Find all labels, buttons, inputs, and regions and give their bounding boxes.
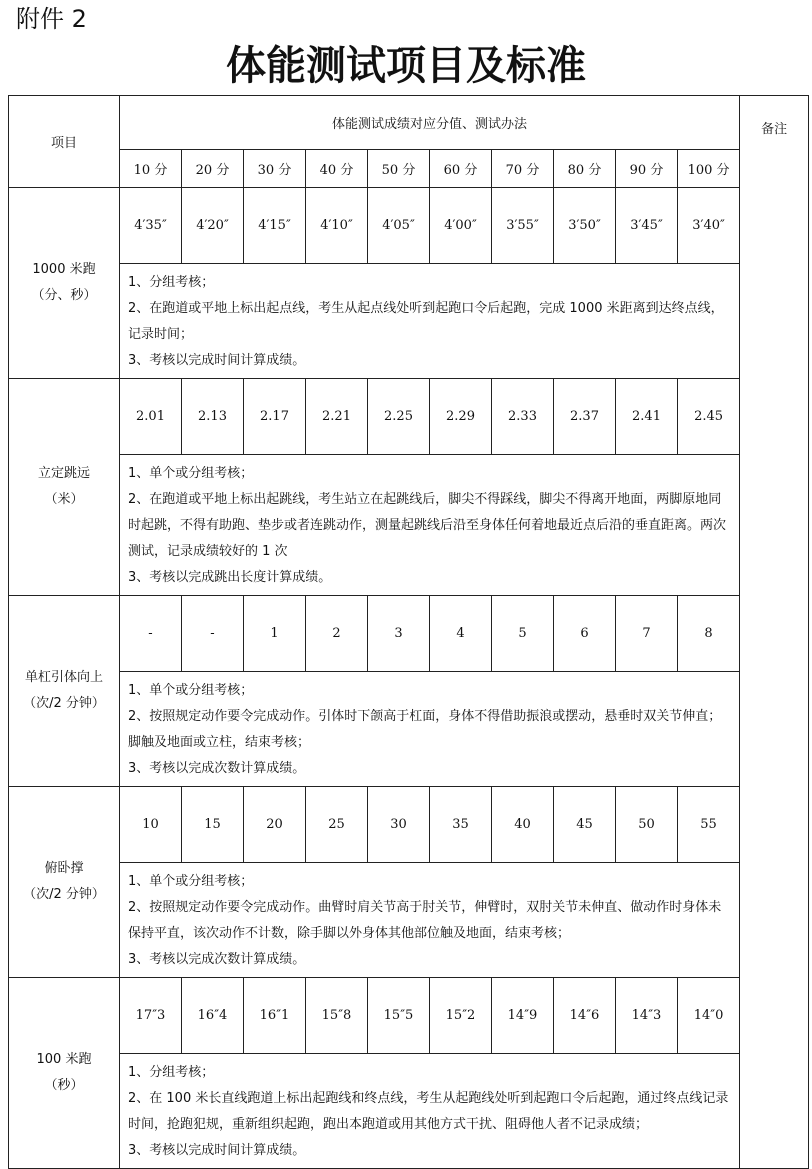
score-value: 30 bbox=[368, 787, 430, 863]
score-value: 25 bbox=[306, 787, 368, 863]
test-method bbox=[120, 455, 740, 596]
item-column-header: 项目 bbox=[9, 96, 120, 188]
method-line: 2、在 100 米长直线跑道上标出起跑线和终点线，考生从起跑线处听到起跑口令后起跑，通过终点线记录时间，抢跑犯规，重新组织起跑，跑出本跑道或用其他方式干扰、阻碍他人者不记录成绩； bbox=[128, 1091, 729, 1132]
score-value: 2.37 bbox=[554, 379, 616, 455]
score-level: 50 分 bbox=[368, 150, 430, 188]
score-value: 15″8 bbox=[306, 978, 368, 1054]
method-line: 3、考核以完成次数计算成绩。 bbox=[128, 761, 306, 776]
score-value: 4 bbox=[430, 596, 492, 672]
score-section-header: 体能测试成绩对应分值、测试办法 bbox=[120, 96, 740, 150]
score-level: 90 分 bbox=[616, 150, 678, 188]
score-level: 10 分 bbox=[120, 150, 182, 188]
score-value: 17″3 bbox=[120, 978, 182, 1054]
method-line: 1、单个或分组考核； bbox=[128, 683, 254, 698]
method-line: 1、单个或分组考核； bbox=[128, 466, 254, 481]
score-value: 6 bbox=[554, 596, 616, 672]
score-value: 15 bbox=[182, 787, 244, 863]
score-value: 4′15″ bbox=[244, 188, 306, 264]
score-value: 3 bbox=[368, 596, 430, 672]
item-unit: （分、秒） bbox=[31, 288, 97, 303]
score-value: 4′20″ bbox=[182, 188, 244, 264]
score-value: 7 bbox=[616, 596, 678, 672]
page-title: 体能测试项目及标准 bbox=[226, 43, 586, 89]
score-value: 8 bbox=[678, 596, 740, 672]
score-level: 70 分 bbox=[492, 150, 554, 188]
score-value: 2.25 bbox=[368, 379, 430, 455]
item-name: 俯卧撑 bbox=[44, 861, 84, 876]
score-value: 55 bbox=[678, 787, 740, 863]
method-line: 3、考核以完成跳出长度计算成绩。 bbox=[128, 570, 332, 585]
score-level: 60 分 bbox=[430, 150, 492, 188]
score-value: 15″2 bbox=[430, 978, 492, 1054]
method-line: 1、分组考核； bbox=[128, 1065, 215, 1080]
method-line: 1、单个或分组考核； bbox=[128, 874, 254, 889]
item-unit: （秒） bbox=[44, 1078, 84, 1093]
score-value: 2.45 bbox=[678, 379, 740, 455]
score-value: - bbox=[120, 596, 182, 672]
method-line: 2、按照规定动作要令完成动作。曲臂时肩关节高于肘关节，伸臂时，双肘关节未伸直、做动作时身体未保持平直，该次动作不计数，除手脚以外身体其他部位触及地面，结束考核； bbox=[128, 900, 722, 941]
item-name-cell bbox=[9, 596, 120, 787]
item-unit: （次/2 分钟） bbox=[23, 696, 105, 711]
score-value: 2.13 bbox=[182, 379, 244, 455]
score-value: 4′35″ bbox=[120, 188, 182, 264]
method-line: 2、在跑道或平地上标出起跳线，考生站立在起跳线后，脚尖不得踩线，脚尖不得离开地面，两脚原地同时起跳，不得有助跑、垫步或者连跳动作，测量起跳线后沿至身体任何着地最近点后沿的垂直距离。两次测试，记录成绩较好的 1 次 bbox=[128, 492, 727, 559]
score-level: 80 分 bbox=[554, 150, 616, 188]
score-value: 4′00″ bbox=[430, 188, 492, 264]
score-value: 50 bbox=[616, 787, 678, 863]
score-value: 1 bbox=[244, 596, 306, 672]
score-value: 3′55″ bbox=[492, 188, 554, 264]
score-value: 2.33 bbox=[492, 379, 554, 455]
score-value: 4′10″ bbox=[306, 188, 368, 264]
score-value: 16″4 bbox=[182, 978, 244, 1054]
remark-column-header: 备注 bbox=[740, 96, 809, 1169]
score-level: 20 分 bbox=[182, 150, 244, 188]
score-value: 2.17 bbox=[244, 379, 306, 455]
attachment-label: 附件 2 bbox=[16, 5, 87, 33]
test-method bbox=[120, 264, 740, 379]
item-name: 100 米跑 bbox=[36, 1052, 92, 1067]
score-value: 2.01 bbox=[120, 379, 182, 455]
item-name-cell bbox=[9, 188, 120, 379]
test-method bbox=[120, 863, 740, 978]
item-unit: （米） bbox=[44, 492, 84, 507]
test-method bbox=[120, 672, 740, 787]
item-unit: （次/2 分钟） bbox=[23, 887, 105, 902]
item-name-cell bbox=[9, 379, 120, 596]
score-level: 40 分 bbox=[306, 150, 368, 188]
method-line: 1、分组考核； bbox=[128, 275, 215, 290]
score-value: 2.41 bbox=[616, 379, 678, 455]
score-level: 100 分 bbox=[678, 150, 740, 188]
score-value: 4′05″ bbox=[368, 188, 430, 264]
score-value: 14″3 bbox=[616, 978, 678, 1054]
test-method bbox=[120, 1054, 740, 1169]
item-name: 1000 米跑 bbox=[32, 262, 96, 277]
method-line: 3、考核以完成时间计算成绩。 bbox=[128, 353, 306, 368]
method-line: 3、考核以完成次数计算成绩。 bbox=[128, 952, 306, 967]
method-line: 3、考核以完成时间计算成绩。 bbox=[128, 1143, 306, 1158]
score-value: 20 bbox=[244, 787, 306, 863]
score-level: 30 分 bbox=[244, 150, 306, 188]
score-value: 45 bbox=[554, 787, 616, 863]
item-name: 立定跳远 bbox=[37, 466, 90, 481]
item-name-cell bbox=[9, 787, 120, 978]
score-value: 3′40″ bbox=[678, 188, 740, 264]
score-value: 3′45″ bbox=[616, 188, 678, 264]
score-value: 14″9 bbox=[492, 978, 554, 1054]
score-value: 10 bbox=[120, 787, 182, 863]
score-value: 14″6 bbox=[554, 978, 616, 1054]
method-line: 2、按照规定动作要令完成动作。引体时下颌高于杠面，身体不得借助振浪或摆动，悬垂时双关节伸直；脚触及地面或立柱，结束考核； bbox=[128, 709, 722, 750]
score-value: 2 bbox=[306, 596, 368, 672]
score-value: 35 bbox=[430, 787, 492, 863]
score-value: 16″1 bbox=[244, 978, 306, 1054]
score-value: 14″0 bbox=[678, 978, 740, 1054]
item-name-cell bbox=[9, 978, 120, 1169]
standards-table bbox=[8, 95, 809, 1169]
score-value: 2.21 bbox=[306, 379, 368, 455]
score-value: 3′50″ bbox=[554, 188, 616, 264]
score-value: 5 bbox=[492, 596, 554, 672]
score-value: 40 bbox=[492, 787, 554, 863]
score-value: 15″5 bbox=[368, 978, 430, 1054]
score-value: - bbox=[182, 596, 244, 672]
item-name: 单杠引体向上 bbox=[24, 670, 103, 685]
method-line: 2、在跑道或平地上标出起点线，考生从起点线处听到起跑口令后起跑，完成 1000 米距离到达终点线，记录时间； bbox=[128, 301, 724, 342]
score-value: 2.29 bbox=[430, 379, 492, 455]
